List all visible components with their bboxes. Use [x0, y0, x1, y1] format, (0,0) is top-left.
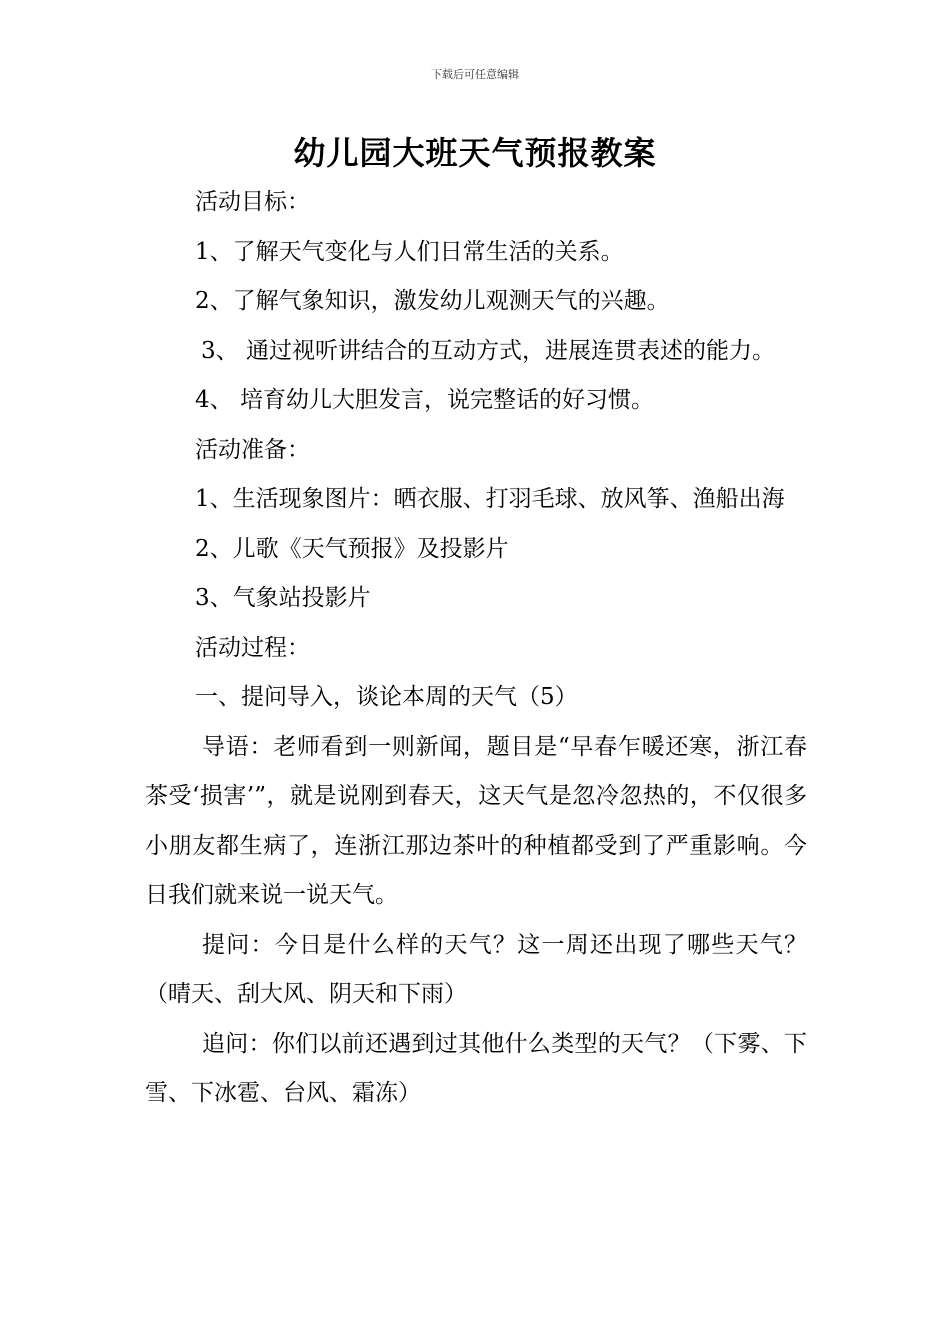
process-followup-paragraph: 追问：你们以前还遇到过其他什么类型的天气？（下雾、下雪、下冰雹、台风、霜冻） [145, 1030, 807, 1106]
preparation-item-2: 2、儿歌《天气预报》及投影片 [195, 535, 509, 562]
goal-item-1: 1、了解天气变化与人们日常生活的关系。 [195, 238, 624, 265]
goal-item-4: 4、 培育幼儿大胆发言，说完整话的好习惯。 [195, 387, 654, 413]
goal-item-2: 2、了解气象知识，激发幼儿观测天气的兴趣。 [195, 288, 670, 314]
preparation-item-1: 1、生活现象图片：晒衣服、打羽毛球、放风筝、渔船出海 [195, 486, 785, 512]
section-heading-process: 活动过程： [195, 634, 310, 661]
preparation-item-3: 3、气象站投影片 [195, 585, 371, 611]
header-note: 下载后可任意编辑 [431, 68, 519, 81]
process-intro-paragraph: 导语：老师看到一则新闻，题目是“早春乍暖还寒，浙江春茶受‘损害’”，就是说刚到春天，这天气是忽冷忽热的，不仅很多小朋友都生病了，连浙江那边茶叶的种植都受到了严重影响。今日我们就来说一说天气。 [145, 733, 807, 908]
document-body [145, 178, 807, 1119]
section-heading-preparation: 活动准备： [195, 436, 310, 463]
document-title: 幼儿园大班天气预报教案 [293, 134, 657, 172]
process-question-paragraph: 提问：今日是什么样的天气？这一周还出现了哪些天气？（晴天、刮大风、阴天和下雨） [145, 931, 807, 1007]
section-heading-goals: 活动目标： [195, 189, 310, 215]
process-step-1: 一、提问导入，谈论本周的天气（5） [195, 684, 578, 710]
goal-item-3: 3、 通过视听讲结合的互动方式，进展连贯表述的能力。 [201, 337, 775, 364]
